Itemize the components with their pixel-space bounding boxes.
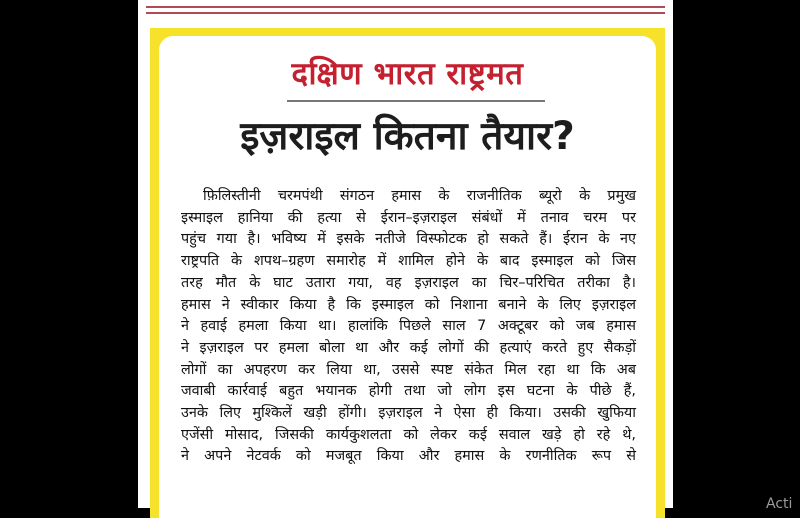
activation-watermark: Acti xyxy=(766,496,793,512)
editorial-box xyxy=(159,36,656,518)
body-line: राष्ट्रपति के शपथ–ग्रहण समारोह में शामिल होने के बाद इस्माइल को जिस xyxy=(181,253,636,270)
body-line: ने हवाई हमला किया था। हालांकि पिछले साल 7 अक्टूबर को जब हमास xyxy=(181,318,636,335)
body-line: जवाबी कार्रवाई बहुत भयानक होगी तथा जो लोग इस घटना के पीछे हैं, xyxy=(181,383,636,400)
masthead-divider xyxy=(287,100,545,102)
newspaper-page xyxy=(138,0,673,508)
body-line: इस्माइल हानिया की हत्या से ईरान–इज़राइल संबंधों में तनाव चरम पर xyxy=(181,209,636,226)
body-line: ने अपने नेटवर्क को मजबूत किया और हमास के रणनीतिक रूप से xyxy=(181,448,636,465)
body-line: एजेंसी मोसाद, जिसकी कार्यकुशलता को लेकर कई सवाल खड़े हो रहे थे, xyxy=(181,426,636,443)
body-line: उनके लिए मुश्किलें खड़ी होंगी। इज़राइल ने ऐसा ही किया। उसकी खुफिया xyxy=(181,405,636,422)
masthead-title: दक्षिण भारत राष्ट्रमत xyxy=(291,56,524,92)
body-line: तरह मौत के घाट उतारा गया, वह इज़राइल का चिर–परिचित तरीका है। xyxy=(181,274,636,291)
body-line: लोगों का अपहरण कर लिया था, उससे स्पष्ट संकेत मिल रहा था कि अब xyxy=(181,361,636,378)
body-line: ने इज़राइल पर हमला बोला था और कई लोगों की हत्याएं करते हुए सैकड़ों xyxy=(181,339,636,356)
body-line: हमास ने स्वीकार किया है कि इस्माइल को निशाना बनाने के लिए इज़राइल xyxy=(181,296,636,313)
top-rule xyxy=(146,6,665,8)
top-rule xyxy=(146,12,665,14)
editorial-body xyxy=(181,186,636,468)
editorial-panel xyxy=(150,28,665,518)
editorial-headline: इज़राइल कितना तैयार? xyxy=(240,114,575,159)
body-line: फ़िलिस्तीनी चरमपंथी संगठन हमास के राजनीतिक ब्यूरो के प्रमुख xyxy=(203,188,636,204)
body-line: पहुंच गया है। भविष्य में इसके नतीजे विस्फोटक हो सकते हैं। ईरान के नए xyxy=(181,231,636,248)
